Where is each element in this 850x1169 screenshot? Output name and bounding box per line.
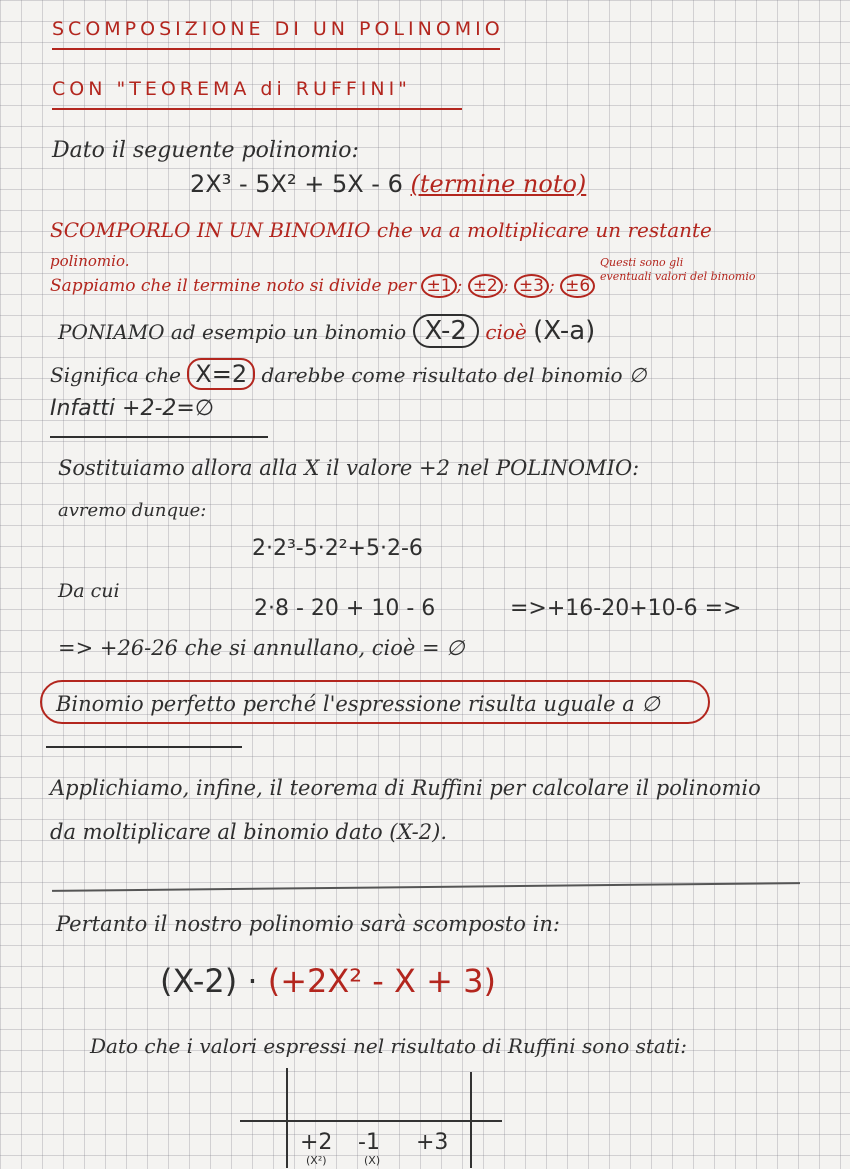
constant-term-note: (termine noto) (410, 170, 587, 198)
meaning-suffix: darebbe come risultato del binomio ∅ (261, 363, 647, 387)
check-line: Infatti +2-2=∅ (50, 396, 214, 421)
substitution-expression: 2·2³-5·2²+5·2-6 (252, 536, 423, 561)
polynomial-expression: 2X³ - 5X² + 5X - 6 (190, 170, 403, 198)
intro-text: Dato il seguente polinomio: (52, 138, 359, 163)
ruffini-value-3: +3 (416, 1130, 449, 1155)
divisors-note (600, 256, 756, 284)
divisors-line: Sappiamo che il termine noto si divide per ±1 ; ±2 ; ±3 ; ±6 (50, 276, 595, 296)
example-cioe: cioè (485, 320, 527, 344)
divisor-3: ±3 (514, 274, 549, 298)
result-line: Pertanto il nostro polinomio sarà scomposto in: (56, 912, 560, 936)
title-underline-2 (52, 108, 462, 110)
example-binomial: X-2 (413, 314, 479, 348)
x-value: X=2 (187, 358, 255, 390)
da-cui-label: Da cui (58, 580, 120, 602)
divisor-4: ±6 (560, 274, 595, 298)
substitution-line: Sostituiamo allora alla X il valore +2 nel POLINOMIO: (58, 456, 640, 480)
divisors-note-line-2: eventuali valori del binomio (600, 270, 756, 283)
title-line-2: CON "TEOREMA di RUFFINI" (52, 78, 411, 100)
divisors-prefix: Sappiamo che il termine noto si divide per (50, 276, 417, 296)
factor-dot: · (247, 962, 258, 1000)
ruffini-value-1: +2 (300, 1130, 333, 1155)
step-1: 2·8 - 20 + 10 - 6 (254, 596, 436, 621)
meaning-prefix: Significa che (50, 363, 181, 387)
meaning-line (50, 360, 646, 388)
factor-1: (X-2) (160, 962, 238, 1000)
example-general-binomial: (X-a) (533, 316, 596, 346)
ruffini-sub-2: (X) (364, 1154, 381, 1167)
main-polynomial (190, 170, 586, 198)
ruffini-horizontal-bar (240, 1120, 502, 1122)
decompose-line-1: SCOMPORLO IN UN BINOMIO che va a moltiplicare un restante (50, 218, 712, 242)
conclusion-box: Binomio perfetto perché l'espressione risulta uguale a ∅ (40, 680, 710, 724)
factored-result (160, 962, 496, 1000)
ruffini-value-2: -1 (358, 1130, 380, 1155)
step-2: =>+16-20+10-6 => (510, 596, 742, 621)
ruffini-values-line: Dato che i valori espressi nel risultato di Ruffini sono stati: (90, 1034, 688, 1058)
section-divider-2 (52, 882, 800, 892)
ruffini-left-bar (286, 1068, 288, 1168)
divisors-note-line-1: Questi sono gli (600, 256, 684, 269)
ruffini-sub-1: (X²) (306, 1154, 327, 1167)
factor-2: (+2X² - X + 3) (267, 962, 496, 1000)
ruffini-line-1: Applichiamo, infine, il teorema di Ruffini per calcolare il polinomio (50, 776, 761, 800)
example-prefix: PONIAMO ad esempio un binomio (58, 320, 407, 344)
example-line (58, 316, 595, 346)
ruffini-line-2: da moltiplicare al binomio dato (X-2). (50, 820, 447, 844)
step-3: => +26-26 che si annullano, cioè = ∅ (58, 636, 465, 660)
divisor-1: ±1 (421, 274, 456, 298)
divisor-2: ±2 (468, 274, 503, 298)
check-underline (50, 436, 268, 438)
section-divider-1 (46, 746, 242, 748)
avremo-line: avremo dunque: (58, 500, 207, 521)
title-line-1: SCOMPOSIZIONE DI UN POLINOMIO (52, 18, 504, 40)
decompose-line-2: polinomio. (50, 252, 130, 270)
title-underline-1 (52, 48, 500, 50)
